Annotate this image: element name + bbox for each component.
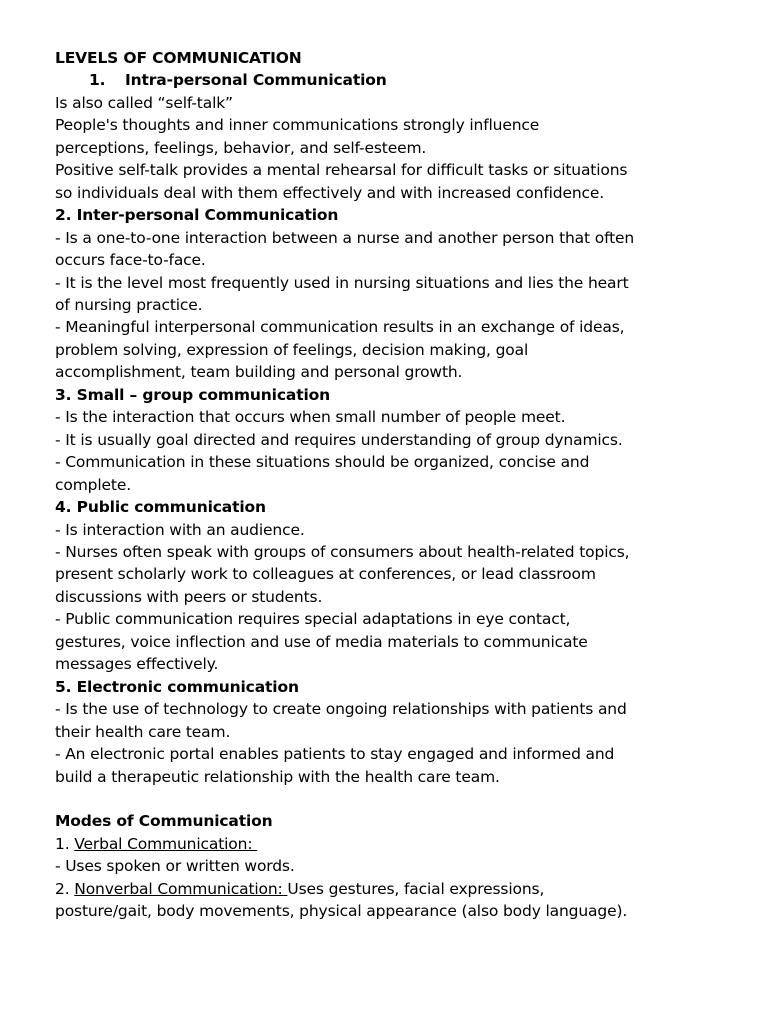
paragraph-line: People's thoughts and inner communications strongly influence (55, 116, 540, 135)
paragraph-line: messages effectively. (55, 655, 219, 674)
section-3-heading: 3. Small – group communication (55, 385, 330, 404)
mode-verbal-line (55, 833, 745, 855)
mode-nonverbal-label: Nonverbal Communication: (74, 879, 288, 898)
paragraph-line: complete. (55, 475, 131, 494)
paragraph-line: - Meaningful interpersonal communication results in an exchange of ideas, (55, 318, 625, 337)
mode-nonverbal-description-continued: posture/gait, body movements, physical appearance (also body language). (55, 902, 628, 921)
paragraph-line: discussions with peers or students. (55, 587, 323, 606)
paragraph-line: - It is usually goal directed and requires understanding of group dynamics. (55, 430, 623, 449)
mode-nonverbal-line (55, 878, 745, 900)
section-1-title: Intra-personal Communication (125, 71, 387, 90)
section-2-heading: 2. Inter-personal Communication (55, 206, 339, 225)
paragraph-line: - Is interaction with an audience. (55, 520, 305, 539)
paragraph-line: - An electronic portal enables patients to stay engaged and informed and (55, 745, 615, 764)
paragraph-line: of nursing practice. (55, 295, 203, 314)
paragraph-line: gestures, voice inflection and use of media materials to communicate (55, 632, 588, 651)
paragraph-line: so individuals deal with them effectively and with increased confidence. (55, 183, 605, 202)
modes-heading: Modes of Communication (55, 812, 273, 831)
section-4-heading: 4. Public communication (55, 498, 266, 517)
paragraph-line: accomplishment, team building and personal growth. (55, 363, 463, 382)
paragraph-line: their health care team. (55, 722, 231, 741)
levels-heading: LEVELS OF COMMUNICATION (55, 49, 302, 67)
mode-nonverbal-description: Uses gestures, facial expressions, (287, 879, 545, 898)
paragraph-line: present scholarly work to colleagues at conferences, or lead classroom (55, 565, 596, 584)
paragraph-line: - It is the level most frequently used in nursing situations and lies the heart (55, 273, 629, 292)
paragraph-line: - Is a one-to-one interaction between a nurse and another person that often (55, 228, 635, 247)
mode-verbal-number: 1. (55, 834, 75, 853)
paragraph-line: problem solving, expression of feelings, decision making, goal (55, 340, 529, 359)
paragraph-line: - Nurses often speak with groups of consumers about health-related topics, (55, 542, 630, 561)
paragraph-line: - Public communication requires special adaptations in eye contact, (55, 610, 571, 629)
paragraph-line: - Is the interaction that occurs when small number of people meet. (55, 408, 566, 427)
paragraph-line: build a therapeutic relationship with the health care team. (55, 767, 500, 786)
paragraph-line: - Is the use of technology to create ongoing relationships with patients and (55, 700, 627, 719)
paragraph-line: Is also called “self-talk” (55, 93, 233, 112)
mode-verbal-description: - Uses spoken or written words. (55, 857, 295, 876)
mode-nonverbal-number: 2. (55, 879, 75, 898)
document-page (55, 47, 745, 923)
paragraph-line: occurs face-to-face. (55, 251, 206, 270)
paragraph-line: - Communication in these situations should be organized, concise and (55, 453, 590, 472)
paragraph-line: Positive self-talk provides a mental rehearsal for difficult tasks or situations (55, 161, 628, 180)
paragraph-line: perceptions, feelings, behavior, and self-esteem. (55, 138, 427, 157)
section-5-heading: 5. Electronic communication (55, 677, 299, 696)
mode-verbal-label: Verbal Communication: (74, 834, 258, 853)
section-1-number: 1. (89, 71, 106, 90)
section-1-heading (55, 69, 745, 91)
blank-line (55, 788, 745, 810)
